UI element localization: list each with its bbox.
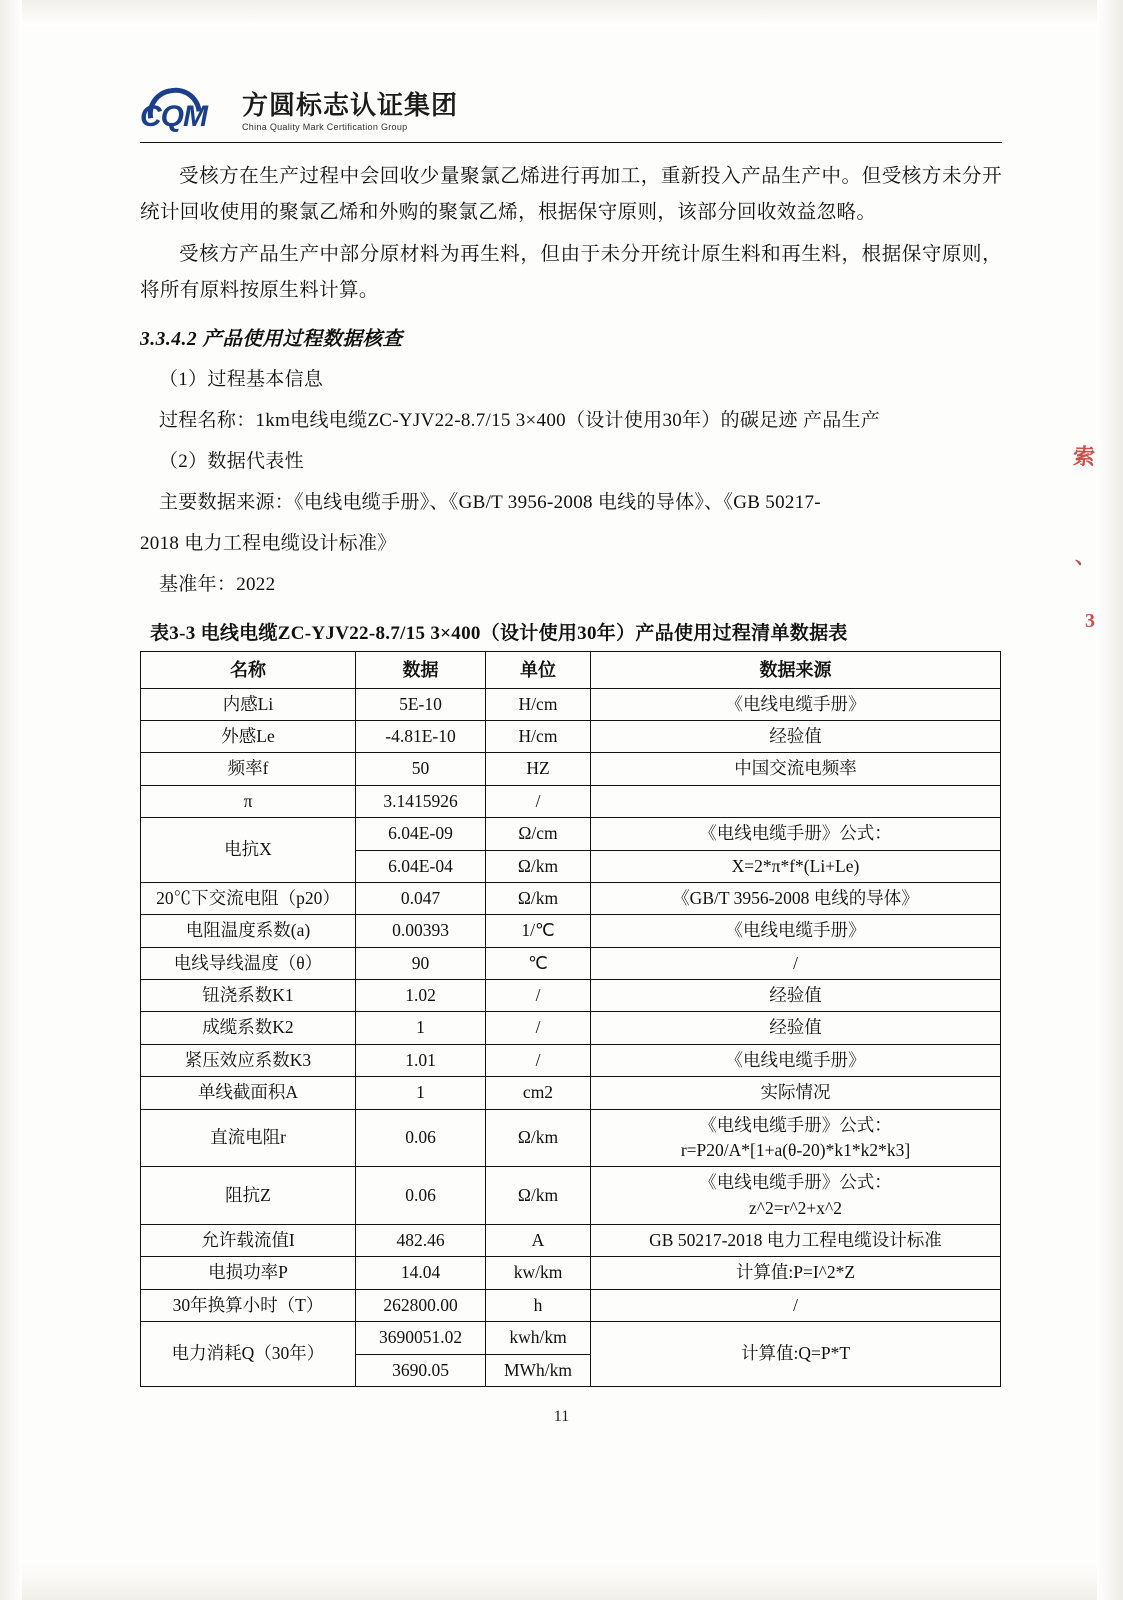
table-row: [141, 1044, 1001, 1076]
cell-source: 实际情况: [591, 1077, 1001, 1109]
cell-unit: 1/℃: [486, 915, 591, 947]
cell-unit: Ω/cm: [486, 818, 591, 850]
table-row: [141, 1167, 1001, 1225]
cell-value: 50: [356, 753, 486, 785]
cell-unit: Ω/km: [486, 850, 591, 882]
cell-source: 经验值: [591, 1012, 1001, 1044]
cell-name: 允许载流值I: [141, 1225, 356, 1257]
stamp-mark-3: 3: [1085, 610, 1095, 632]
cell-unit: /: [486, 785, 591, 817]
cell-value: 0.00393: [356, 915, 486, 947]
scan-edge-right: [1097, 0, 1123, 1600]
base-year-line: 基准年：2022: [159, 574, 276, 596]
cell-name: 成缆系数K2: [141, 1012, 356, 1044]
cell-source: 中国交流电频率: [591, 753, 1001, 785]
cell-value: 1: [356, 1012, 486, 1044]
scan-edge-left: [0, 0, 22, 1600]
table-row: [141, 915, 1001, 947]
scan-edge-top: [0, 0, 1123, 26]
cell-source: 经验值: [591, 980, 1001, 1012]
cell-source: 经验值: [591, 721, 1001, 753]
cell-name: π: [141, 785, 356, 817]
cell-value: 6.04E-09: [356, 818, 486, 850]
cell-value: 482.46: [356, 1225, 486, 1257]
cell-source-multiline: [591, 1109, 1001, 1167]
cell-unit: /: [486, 980, 591, 1012]
stamp-mark-2: 、: [1075, 546, 1095, 568]
cell-name: 直流电阻r: [141, 1109, 356, 1167]
stamp-mark-1: 索: [1072, 443, 1096, 470]
cell-name: 单线截面积A: [141, 1077, 356, 1109]
cell-unit: H/cm: [486, 721, 591, 753]
table-row: [141, 753, 1001, 785]
table-row: [141, 1225, 1001, 1257]
cell-source: 《GB/T 3956-2008 电线的导体》: [591, 882, 1001, 914]
cell-source: 《电线电缆手册》公式：: [591, 818, 1001, 850]
cell-unit: Ω/km: [486, 882, 591, 914]
cell-name: 30年换算小时（T）: [141, 1289, 356, 1321]
cell-value: -4.81E-10: [356, 721, 486, 753]
page-content: [140, 88, 1002, 1387]
cell-unit: A: [486, 1225, 591, 1257]
cell-value: 1: [356, 1077, 486, 1109]
cell-value: 3.1415926: [356, 785, 486, 817]
data-source-line: 主要数据来源：《电线电缆手册》、《GB/T 3956-2008 电线的导体》、《GB 50217-: [159, 492, 821, 514]
paragraph-1: 受核方在生产过程中会回收少量聚氯乙烯进行再加工，重新投入产品生产中。但受核方未分开统计回收使用的聚氯乙烯和外购的聚氯乙烯，根据保守原则，该部分回收效益忽略。: [140, 166, 1002, 224]
cell-value: 90: [356, 947, 486, 979]
cell-unit: kwh/km: [486, 1322, 591, 1354]
cell-name: 阻抗Z: [141, 1167, 356, 1225]
cell-unit: ℃: [486, 947, 591, 979]
cell-unit: HZ: [486, 753, 591, 785]
cell-unit: /: [486, 1044, 591, 1076]
cell-value: 262800.00: [356, 1289, 486, 1321]
cell-name: 外感Le: [141, 721, 356, 753]
table-row: [141, 688, 1001, 720]
logo-text-block: [242, 91, 458, 134]
cell-source: 计算值:P=I^2*Z: [591, 1257, 1001, 1289]
table-row: [141, 980, 1001, 1012]
cell-name: 紧压效应系数K3: [141, 1044, 356, 1076]
cell-unit: H/cm: [486, 688, 591, 720]
cell-source: /: [591, 1289, 1001, 1321]
cell-source: /: [591, 947, 1001, 979]
cell-source: 《电线电缆手册》: [591, 915, 1001, 947]
table-row: [141, 1322, 1001, 1354]
cell-unit: cm2: [486, 1077, 591, 1109]
cell-unit: kw/km: [486, 1257, 591, 1289]
cell-name: 电抗X: [141, 818, 356, 883]
cell-source: 《电线电缆手册》: [591, 1044, 1001, 1076]
cell-source-line2: r=P20/A*[1+a(θ-20)*k1*k2*k3]: [680, 1139, 911, 1160]
cell-name: 内感Li: [141, 688, 356, 720]
cell-value: 1.02: [356, 980, 486, 1012]
table-row: [141, 947, 1001, 979]
paragraph-2: 受核方产品生产中部分原材料为再生料，但由于未分开统计原生料和再生料，根据保守原则，将所有原料按原生料计算。: [140, 244, 1002, 302]
company-logo: [140, 88, 1002, 134]
cell-name: 20℃下交流电阻（p20）: [141, 882, 356, 914]
table-row: [141, 721, 1001, 753]
cell-source-line1: 《电线电缆手册》公式：: [699, 1172, 892, 1193]
cell-unit: Ω/km: [486, 1109, 591, 1167]
cell-name: 电力消耗Q（30年）: [141, 1322, 356, 1387]
cell-source: X=2*π*f*(Li+Le): [591, 850, 1001, 882]
table-row: [141, 785, 1001, 817]
cell-unit: h: [486, 1289, 591, 1321]
inventory-data-table: [140, 651, 1001, 1387]
cell-value: 6.04E-04: [356, 850, 486, 882]
process-name-line: 过程名称：1km电线电缆ZC-YJV22-8.7/15 3×400（设计使用30年）的碳足迹 产品生产: [159, 410, 881, 432]
table-row: [141, 1012, 1001, 1044]
cell-source-line2: z^2=r^2+x^2: [749, 1197, 842, 1218]
table-header-row: [141, 651, 1001, 688]
cell-value: 5E-10: [356, 688, 486, 720]
table-row: [141, 1109, 1001, 1167]
table-row: [141, 818, 1001, 850]
table-row: [141, 882, 1001, 914]
table-caption: 表3-3 电线电缆ZC-YJV22-8.7/15 3×400（设计使用30年）产品使用过程清单数据表: [150, 622, 848, 644]
cell-source-line1: 《电线电缆手册》公式：: [699, 1114, 892, 1135]
cell-source: 计算值:Q=P*T: [591, 1322, 1001, 1387]
company-name-cn: 方圆标志认证集团: [242, 90, 459, 121]
cell-value: 0.06: [356, 1109, 486, 1167]
section-heading: 3.3.4.2 产品使用过程数据核查: [140, 329, 403, 351]
column-header-unit: 单位: [486, 651, 591, 688]
company-name-en: China Quality Mark Certification Group: [242, 122, 408, 132]
page-number: 11: [553, 1408, 570, 1425]
cell-source: GB 50217-2018 电力工程电缆设计标准: [591, 1225, 1001, 1257]
table-row: [141, 1257, 1001, 1289]
cell-name: 电阻温度系数(a): [141, 915, 356, 947]
cell-unit: MWh/km: [486, 1354, 591, 1386]
cell-value: 1.01: [356, 1044, 486, 1076]
cell-source: 《电线电缆手册》: [591, 688, 1001, 720]
cell-value: 3690.05: [356, 1354, 486, 1386]
cell-unit: Ω/km: [486, 1167, 591, 1225]
cqm-logo-icon: [140, 88, 232, 134]
cell-name: 电线导线温度（θ）: [141, 947, 356, 979]
scan-edge-bottom: [0, 1560, 1123, 1600]
cell-value: 0.06: [356, 1167, 486, 1225]
column-header-source: 数据来源: [591, 651, 1001, 688]
cell-value: 0.047: [356, 882, 486, 914]
cell-source: [591, 785, 1001, 817]
cell-name: 电损功率P: [141, 1257, 356, 1289]
column-header-value: 数据: [356, 651, 486, 688]
logo-abbr: CQM: [140, 100, 207, 133]
cell-name: 钮浇系数K1: [141, 980, 356, 1012]
list-item-1: （1）过程基本信息: [159, 369, 324, 391]
cell-source-multiline: [591, 1167, 1001, 1225]
column-header-name: 名称: [141, 651, 356, 688]
header-divider: [140, 142, 1002, 143]
cell-name: 频率f: [141, 753, 356, 785]
list-item-2: （2）数据代表性: [159, 451, 304, 473]
table-row: [141, 1289, 1001, 1321]
table-row: [141, 1077, 1001, 1109]
data-source-line-cont: 2018 电力工程电缆设计标准》: [140, 533, 397, 555]
cell-value: 3690051.02: [356, 1322, 486, 1354]
cell-value: 14.04: [356, 1257, 486, 1289]
cell-unit: /: [486, 1012, 591, 1044]
